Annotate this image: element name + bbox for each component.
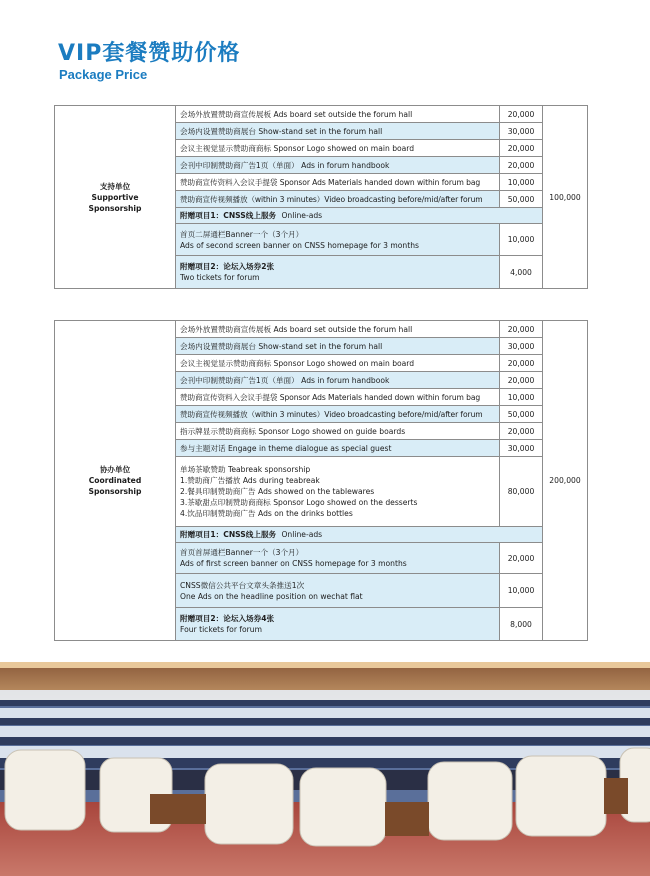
package-item: 会刊中印制赞助商广告1页（单面） Ads in forum handbook (176, 157, 500, 174)
bonus-online-ads-header: 附赠项目1：CNSS线上服务 Online-ads (176, 208, 543, 224)
package-item: 会议主视觉显示赞助商商标 Sponsor Logo showed on main board (176, 355, 500, 372)
package-table-coordinated (54, 320, 588, 641)
package-category: 协办单位 Coordinated Sponsorship (55, 321, 176, 641)
package-item: 会刊中印制赞助商广告1页（单面） Ads in forum handbook (176, 372, 500, 389)
bonus-tickets: 附赠项目2：论坛入场券2张 Two tickets for forum (176, 256, 500, 289)
page-subtitle: Package Price (59, 67, 148, 82)
item-price: 20,000 (500, 106, 543, 123)
item-price: 10,000 (500, 224, 543, 256)
package-item: 指示牌显示赞助商商标 Sponsor Logo showed on guide boards (176, 423, 500, 440)
package-category: 支持单位 Supportive Sponsorship (55, 106, 176, 289)
item-price: 50,000 (500, 406, 543, 423)
bonus-tickets: 附赠项目2：论坛入场券4张 Four tickets for forum (176, 608, 500, 641)
item-price: 30,000 (500, 123, 543, 140)
package-item: 会场外放置赞助商宣传展板 Ads board set outside the forum hall (176, 106, 500, 123)
package-item: 会场外放置赞助商宣传展板 Ads board set outside the forum hall (176, 321, 500, 338)
item-price: 10,000 (500, 389, 543, 406)
bonus-item: 首页首屏通栏Banner一个（3个月） Ads of first screen banner on CNSS homepage for 3 months (176, 543, 500, 574)
package-total-price: 200,000 (543, 321, 588, 641)
item-price: 20,000 (500, 321, 543, 338)
item-price: 20,000 (500, 372, 543, 389)
item-price: 4,000 (500, 256, 543, 289)
item-price: 10,000 (500, 174, 543, 191)
item-price: 20,000 (500, 543, 543, 574)
package-item: 会场内设置赞助商展台 Show-stand set in the forum hall (176, 123, 500, 140)
item-price: 20,000 (500, 355, 543, 372)
item-price: 30,000 (500, 338, 543, 355)
teabreak-item: 单场茶歇赞助 Teabreak sponsorship 1.赞助商广告播放 Ads during teabreak 2.餐具印制赞助商广告 Ads showed on the tablewares 3.茶歇甜点印制赞助商商标 Sponsor Logo showed on the desserts 4.饮品印制赞助商广告 Ads on the drinks bottles (176, 457, 500, 527)
bonus-online-ads-header: 附赠项目1：CNSS线上服务 Online-ads (176, 527, 543, 543)
package-item: 赞助商宣传视频播放（within 3 minutes）Video broadcasting before/mid/after forum (176, 406, 500, 423)
item-price: 20,000 (500, 157, 543, 174)
page-title: VIP套餐赞助价格 (58, 41, 241, 66)
package-item: 赞助商宣传资料入会议手提袋 Sponsor Ads Materials handed down within forum bag (176, 389, 500, 406)
conference-hall-illustration (0, 662, 650, 876)
item-price: 10,000 (500, 574, 543, 608)
package-item: 会场内设置赞助商展台 Show-stand set in the forum hall (176, 338, 500, 355)
item-price: 30,000 (500, 440, 543, 457)
bonus-item: 首页二屏通栏Banner一个（3个月） Ads of second screen banner on CNSS homepage for 3 months (176, 224, 500, 256)
package-item: 参与主题对话 Engage in theme dialogue as special guest (176, 440, 500, 457)
conference-hall-photo (0, 662, 650, 876)
item-price: 20,000 (500, 140, 543, 157)
bonus-item: CNSS微信公共平台文章头条推送1次 One Ads on the headline position on wechat flat (176, 574, 500, 608)
item-price: 80,000 (500, 457, 543, 527)
item-price: 20,000 (500, 423, 543, 440)
item-price: 8,000 (500, 608, 543, 641)
package-item: 赞助商宣传视频播放（within 3 minutes）Video broadcasting before/mid/after forum (176, 191, 500, 208)
package-total-price: 100,000 (543, 106, 588, 289)
package-table-supportive (54, 105, 588, 289)
package-item: 赞助商宣传资料入会议手提袋 Sponsor Ads Materials handed down within forum bag (176, 174, 500, 191)
package-item: 会议主视觉显示赞助商商标 Sponsor Logo showed on main board (176, 140, 500, 157)
item-price: 50,000 (500, 191, 543, 208)
